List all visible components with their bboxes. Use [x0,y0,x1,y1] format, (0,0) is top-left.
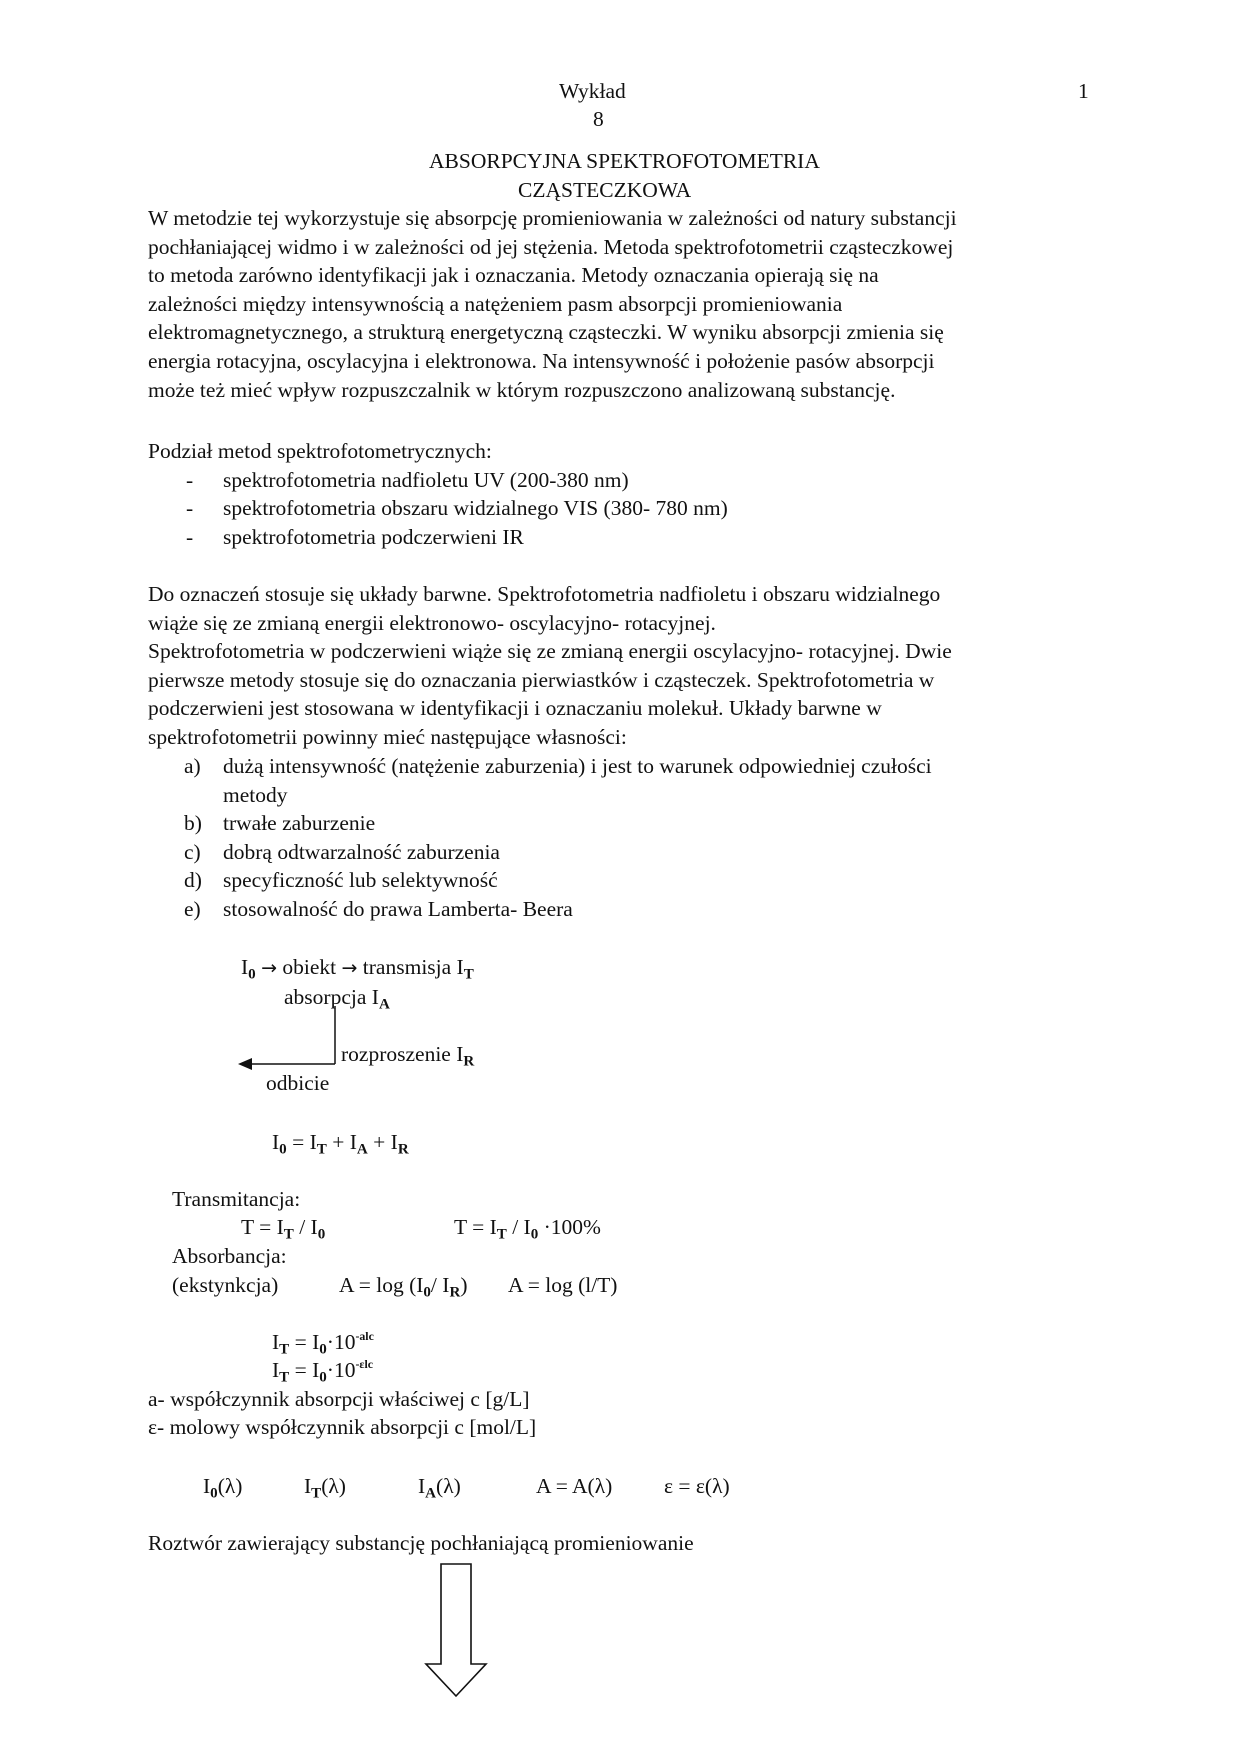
lecture-number: 8 [593,107,604,131]
property-letter: b) [184,811,202,835]
intro-line: W metodzie tej wykorzystuje się absorpcję promieniowania w zależności od natury substancji [148,206,957,230]
intro-paragraph [148,204,1108,404]
systems-line: Spektrofotometria w podczerwieni wiąże się ze zmianą energii oscylacyjno- rotacyjnej. Dwie [148,639,952,664]
property-letter: c) [184,840,201,864]
list-bullet: - [186,525,194,549]
diagram-scattering-label: rozproszenie $I_R$ [341,1042,475,1070]
property-letter: d) [184,868,202,892]
systems-line: wiąże się ze zmianą energii elektronowo- oscylacyjno- rotacyjnej. [148,610,716,635]
right-arrow-icon: → [341,957,358,979]
beer-lambert-specific: $I_T = I_0\cdot 10^{-alc}$ [272,1329,374,1358]
intro-line: energia rotacyjna, oscylacyjna i elektronowa. Na intensywność i położenie pasów absorpcji [148,348,935,373]
list-bullet: - [186,468,194,492]
definition-specific-absorption: a- współczynnik absorpcji właściwej c [g/L] [148,1387,530,1411]
absorbance-formula: $A = \log (I_0/$ $I_R$) [339,1273,468,1301]
lambda-epsilon: ε = ε(λ) [664,1474,730,1498]
intro-line: to metoda zarówno identyfikacji jak i oznaczania. Metody oznaczania opierają się na [148,263,879,288]
definition-molar-absorption: ε- molowy współczynnik absorpcji c [mol/L] [148,1415,537,1439]
intro-line: zależności między intensywnością a natężeniem pasm absorpcji promieniowania [148,291,843,316]
list-bullet: - [186,496,194,520]
beer-lambert-molar: $I_T = I_0\cdot 10^{-\varepsilon lc}$ [272,1357,373,1386]
property-item: specyficzność lub selektywność [223,868,498,892]
lambda-absorbance: A = A(λ) [536,1474,613,1498]
transmittance-formula: $T = I_T / I_0$ [241,1215,326,1243]
lambda-it: $I_T(\lambda)$ [304,1474,346,1502]
property-item: dobrą odtwarzalność zaburzenia [223,840,500,864]
property-item: dużą intensywność (natężenie zaburzenia) i jest to warunek odpowiedniej czułości [223,754,932,778]
intro-line: może też mieć wpływ rozpuszczalnik w którym rozpuszczono analizowaną substancję. [148,377,896,402]
lambda-i0: $I_0(\lambda)$ [203,1474,243,1502]
property-letter: a) [184,754,201,778]
absorbance-heading: Absorbancja: [172,1244,287,1268]
page-number: 1 [1078,79,1089,103]
solution-line: Roztwór zawierający substancję pochłaniającą promieniowanie [148,1531,694,1555]
method-item: spektrofotometria obszaru widzialnego VIS (380- 780 nm) [223,496,728,520]
absorbance-formula-t: A = log (l/T) [508,1273,618,1297]
diagram-absorption-label: absorpcja $I_A$ [284,985,390,1013]
title-line-1: ABSORPCYJNA SPEKTROFOTOMETRIA [429,149,820,173]
right-arrow-icon: → [261,957,277,979]
property-item: trwałe zaburzenie [223,811,376,835]
method-item: spektrofotometria nadfioletu UV (200-380 nm) [223,468,629,492]
lambda-ia: $I_A(\lambda)$ [418,1474,461,1502]
transmittance-percent-formula: $T = I_T / I_0 \cdot 100\%$ [454,1215,601,1243]
systems-line: pierwsze metody stosuje się do oznaczania pierwiastków i cząsteczek. Spektrofotometria w [148,667,935,692]
transmittance-heading: Transmitancja: [172,1187,301,1211]
absorbance-alt-name: (ekstynkcja) [172,1273,279,1297]
property-letter: e) [184,897,201,921]
balance-equation: $I_0 = I_T + I_A + I_R$ [272,1130,409,1158]
property-item-continuation: metody [223,783,288,807]
property-item: stosowalność do prawa Lamberta- Beera [223,897,573,921]
methods-heading: Podział metod spektrofotometrycznych: [148,439,492,463]
lecture-label: Wykład [559,79,626,103]
systems-line: Do oznaczeń stosuje się układy barwne. Spektrofotometria nadfioletu i obszaru widzialnego [148,582,941,606]
diagram-reflection-label: odbicie [266,1071,330,1095]
left-arrow-icon [236,1004,340,1070]
down-arrow-icon [424,1562,488,1698]
intro-line: pochłaniającej widmo i w zależności od jej stężenia. Metoda spektrofotometrii cząsteczkowej [148,234,954,259]
intro-line: elektromagnetycznego, a strukturą energetyczną cząsteczki. W wyniku absorpcji zmienia się [148,320,944,345]
diagram-flow-line: $I_0$ → obiekt → transmisja $I_T$ [241,955,474,983]
systems-paragraph [148,580,1108,752]
method-item: spektrofotometria podczerwieni IR [223,525,524,549]
title-line-2: CZĄSTECZKOWA [518,178,692,202]
systems-line: podczerwieni jest stosowana w identyfikacji i oznaczaniu molekuł. Układy barwne w [148,696,882,721]
systems-line: spektrofotometrii powinny mieć następujące własności: [148,724,627,749]
